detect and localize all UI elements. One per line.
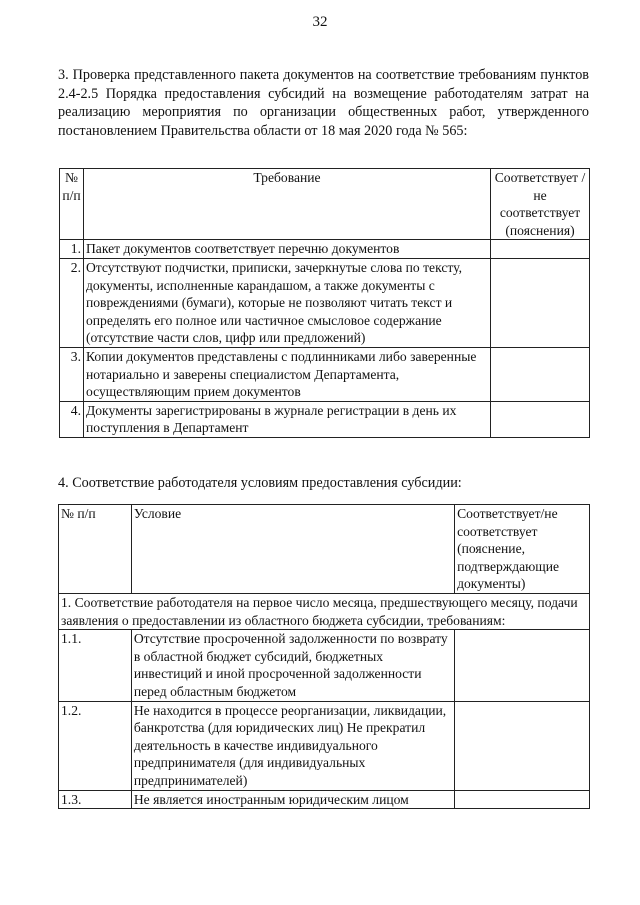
row-num: 1.2. xyxy=(59,701,132,790)
row-status xyxy=(455,701,590,790)
header-condition: Условие xyxy=(131,505,454,594)
table-row xyxy=(59,630,590,701)
row-num: 3. xyxy=(60,347,84,401)
section-3-heading: 3. Проверка представленного пакета документов на соответствие требованиям пунктов 2.4-2.5 Порядка предоставления субсидий на возмещение работодателям затрат на реализацию мероприятия по организации общественных работ, утвержденного постановлением Правительства области от 18 мая 2020 года № 565: xyxy=(58,67,589,139)
row-num: 4. xyxy=(60,401,84,437)
table-row xyxy=(60,258,590,347)
header-status: Соответствует /не соответствует (пояснения) xyxy=(491,169,590,240)
row-status xyxy=(491,258,590,347)
row-text: Отсутствуют подчистки, приписки, зачеркнутые слова по тексту, документы, исполненные карандашом, а также документы с повреждениями (бумаги), которые не позволяют читать текст и определять его полное или частичное смысловое содержание (отсутствие части слов, цифр или предложений) xyxy=(83,258,490,347)
table-header-row xyxy=(59,505,590,594)
section-4-heading: 4. Соответствие работодателя условиям предоставления субсидии: xyxy=(58,475,462,491)
row-text: Пакет документов соответствует перечню документов xyxy=(83,240,490,259)
row-status xyxy=(455,790,590,809)
table-row xyxy=(60,401,590,437)
row-text: Копии документов представлены с подлинниками либо заверенные нотариально и заверены специалистом Департамента, осуществляющим прием документов xyxy=(83,347,490,401)
table-row xyxy=(59,790,590,809)
table-header-row xyxy=(60,169,590,240)
table-row xyxy=(59,701,590,790)
row-status xyxy=(491,240,590,259)
row-status xyxy=(455,630,590,701)
row-num: 1.3. xyxy=(59,790,132,809)
group-row-text: 1. Соответствие работодателя на первое число месяца, предшествующего месяцу, подачи заявления о предоставлении из областного бюджета субсидии, требованиям: xyxy=(59,593,590,629)
row-num: 1.1. xyxy=(59,630,132,701)
table-row xyxy=(60,240,590,259)
row-status xyxy=(491,347,590,401)
page-number: 32 xyxy=(312,14,328,30)
row-text: Документы зарегистрированы в журнале регистрации в день их поступления в Департамент xyxy=(83,401,490,437)
conditions-table xyxy=(58,504,590,809)
header-requirement: Требование xyxy=(83,169,490,240)
table-row xyxy=(60,347,590,401)
row-num: 1. xyxy=(60,240,84,259)
row-status xyxy=(491,401,590,437)
header-num: № п/п xyxy=(60,169,84,240)
row-text: Не является иностранным юридическим лицом xyxy=(131,790,454,809)
requirements-table xyxy=(59,168,590,438)
row-text: Отсутствие просроченной задолженности по возврату в областной бюджет субсидий, бюджетных инвестиций и иной просроченной задолженности перед областным бюджетом xyxy=(131,630,454,701)
header-status: Соответствует/не соответствует (пояснение, подтверждающие документы) xyxy=(455,505,590,594)
header-num: № п/п xyxy=(59,505,132,594)
row-text: Не находится в процессе реорганизации, ликвидации, банкротства (для юридических лиц) Не прекратил деятельность в качестве индивидуального предпринимателя (для индивидуальных предпринимателей) xyxy=(131,701,454,790)
row-num: 2. xyxy=(60,258,84,347)
table-group-row xyxy=(59,593,590,629)
